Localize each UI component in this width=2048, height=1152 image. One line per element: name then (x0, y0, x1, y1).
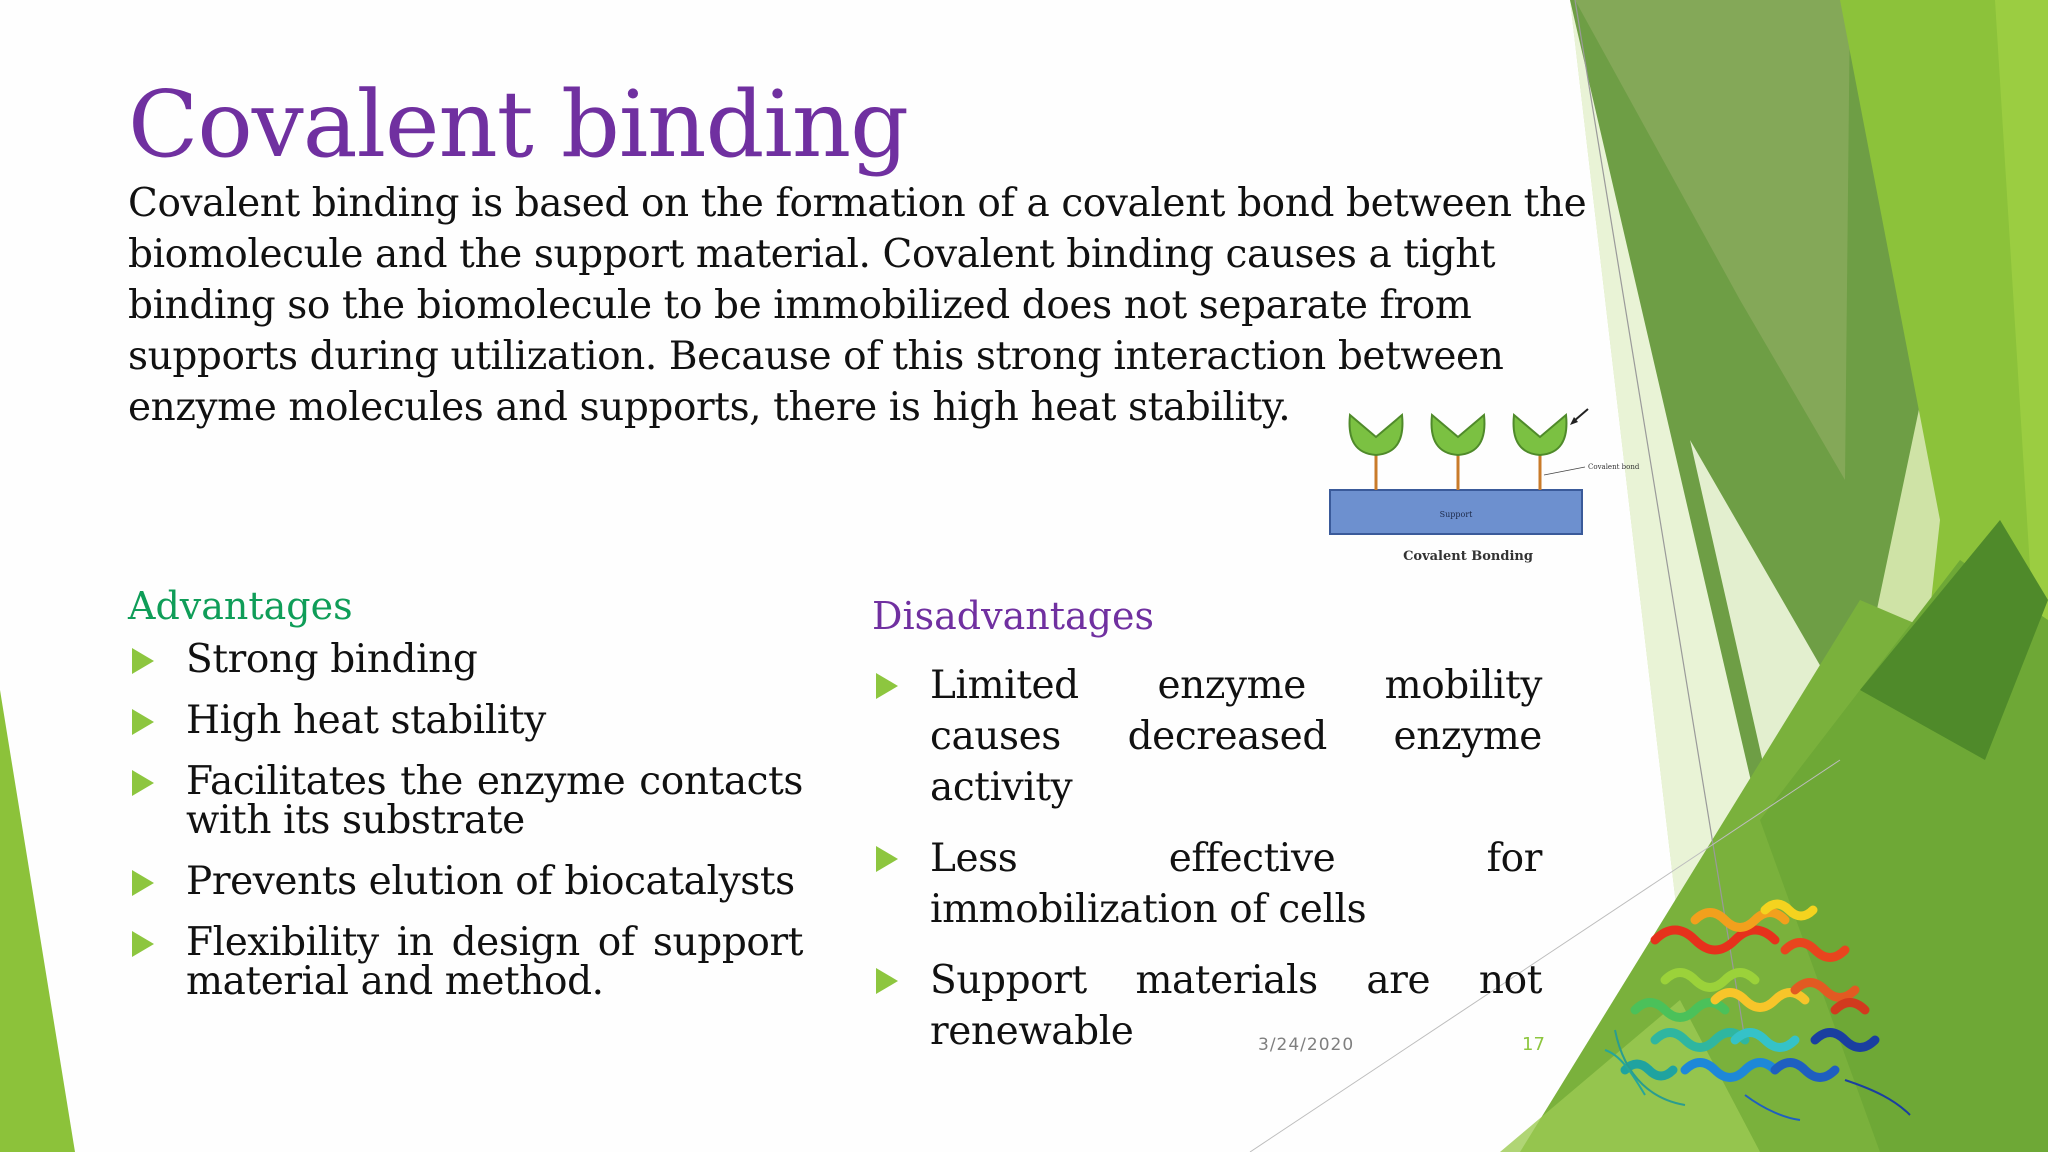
support-label: Support (1439, 510, 1473, 519)
list-item: High heat stability (128, 701, 803, 740)
list-item: Limited enzyme mobility causes decreased enzyme activity (872, 660, 1542, 813)
list-item: Less effective for immobilization of cells (872, 833, 1542, 935)
list-item: Flexibility in design of support material and method. (128, 923, 803, 1001)
disadvantages-heading: Disadvantages (872, 594, 1154, 638)
bullet-triangle-icon (132, 709, 154, 735)
bullet-triangle-icon (876, 673, 898, 699)
advantages-list (128, 637, 803, 1023)
enzyme-2 (1432, 415, 1485, 490)
bullet-triangle-icon (132, 931, 154, 957)
bullet-triangle-icon (876, 846, 898, 872)
disadvantages-list (872, 660, 1542, 1077)
advantages-heading: Advantages (128, 584, 353, 628)
intro-paragraph: Covalent binding is based on the formation of a covalent bond between the biomolecule and the support material. Covalent binding causes a tight binding so the biomolecule to be immobilized does not separate from supports during utilization. Because of this strong interaction between enzyme molecules and supports, there is high heat stability. (128, 181, 1587, 430)
bullet-triangle-icon (876, 968, 898, 994)
list-item: Support materials are not renewable (872, 955, 1542, 1057)
bullet-triangle-icon (132, 770, 154, 796)
covalent-bonding-figure (1320, 395, 1660, 575)
figure-caption: Covalent Bonding (1403, 549, 1533, 564)
bullet-triangle-icon (132, 870, 154, 896)
protein-structure-image (1595, 880, 1915, 1125)
list-item: Strong binding (128, 640, 803, 679)
list-item: Prevents elution of biocatalysts (128, 862, 803, 901)
enzyme-3 (1514, 415, 1567, 490)
bond-label: Covalent bond (1588, 463, 1640, 471)
slide-date: 3/24/2020 (1258, 1035, 1355, 1055)
slide-title: Covalent binding (128, 71, 908, 178)
bullet-triangle-icon (132, 648, 154, 674)
slide-number: 17 (1522, 1034, 1545, 1055)
list-item: Facilitates the enzyme contacts with its substrate (128, 762, 803, 840)
enzyme-1 (1350, 415, 1403, 490)
